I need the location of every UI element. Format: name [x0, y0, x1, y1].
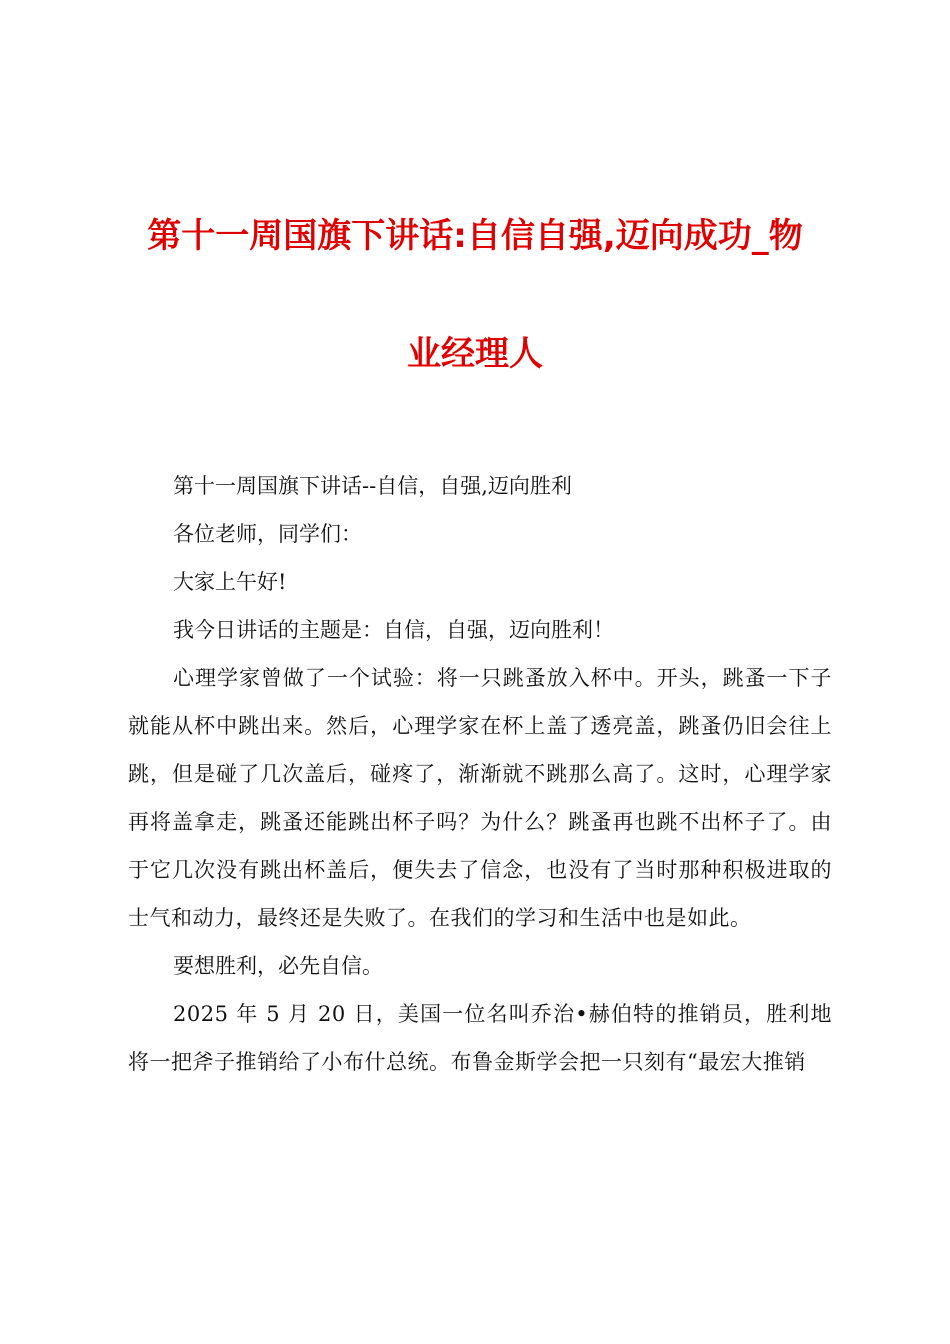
- confidence-statement: 要想胜利，必先自信。: [173, 954, 383, 978]
- salesman-paragraph: 2025 年 5 月 20 日，美国一位名叫乔治•赫伯特的推销员，胜利地将一把斧子推销给了小布什总统。布鲁金斯学会把一只刻有“最宏大推销: [128, 1002, 832, 1074]
- topic-statement: 我今日讲话的主题是：自信，自强，迈向胜利！: [173, 618, 614, 642]
- flea-experiment-paragraph: 心理学家曾做了一个试验：将一只跳蚤放入杯中。开头，跳蚤一下子就能从杯中跳出来。然后，心理学家在杯上盖了透亮盖，跳蚤仍旧会往上跳，但是碰了几次盖后，碰疼了，渐渐就不跳那么高了。这时，心理学家再将盖拿走，跳蚤还能跳出杯子吗？为什么？跳蚤再也跳不出杯子了。由于它几次没有跳出杯盖后，便失去了信念，也没有了当时那种积极进取的士气和动力，最终还是失败了。在我们的学习和生活中也是如此。: [128, 666, 832, 930]
- greeting: 大家上午好!: [173, 570, 287, 594]
- document-body: [128, 462, 832, 1086]
- salutation: 各位老师，同学们：: [173, 522, 362, 546]
- document-title-line-1: 第十一周国旗下讲话:自信自强,迈向成功_物: [147, 216, 803, 256]
- speech-heading: 第十一周国旗下讲话--自信，自强,迈向胜利: [173, 474, 572, 498]
- document-title-line-2: 业经理人: [407, 334, 543, 374]
